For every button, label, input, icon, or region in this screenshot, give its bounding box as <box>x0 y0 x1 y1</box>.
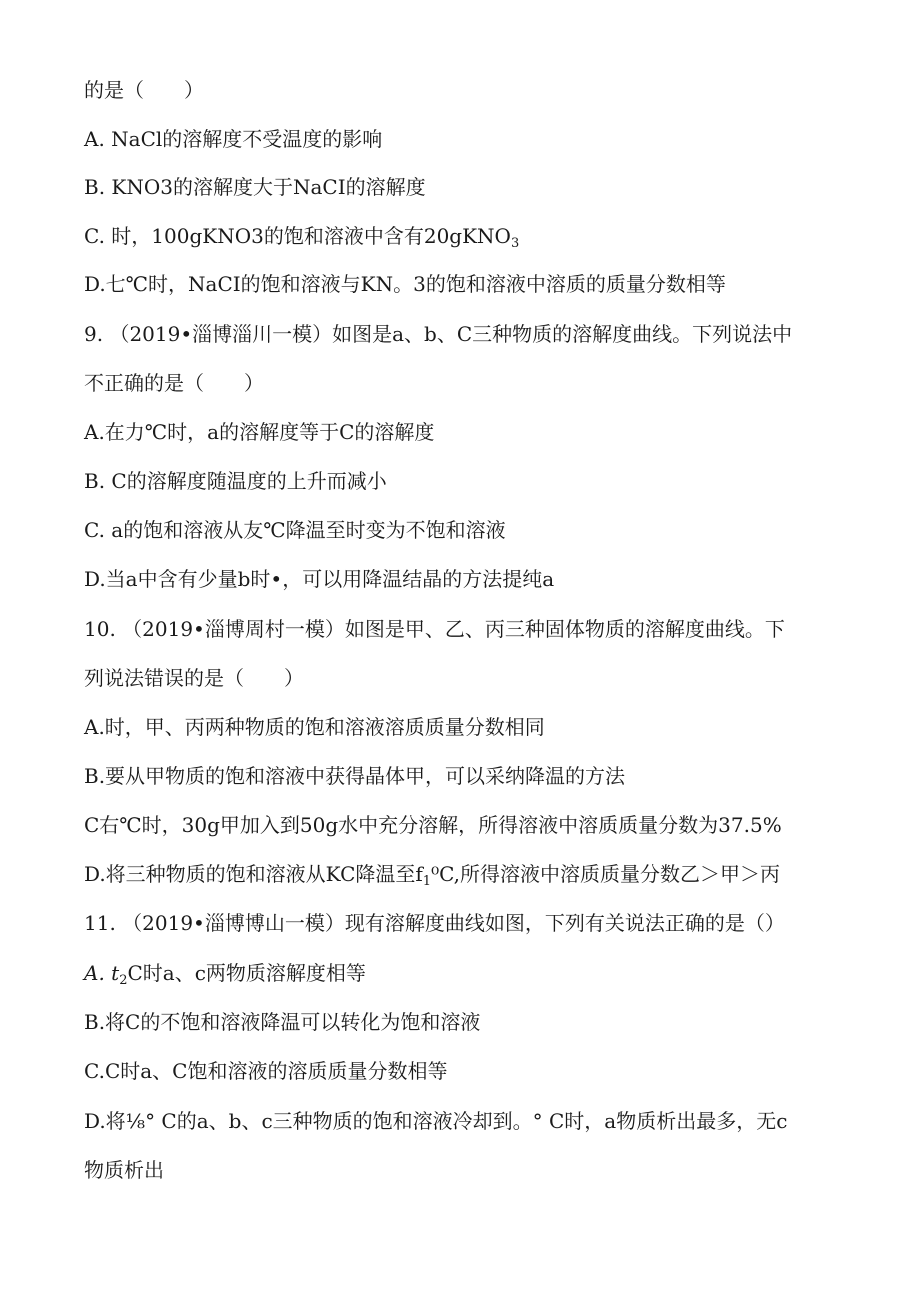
question-10-option-c: C右℃时，30g甲加入到50g水中充分溶解，所得溶液中溶质质量分数为37.5% <box>84 813 782 837</box>
question-11-option-d: D.将⅛° C的a、b、c三种物质的饱和溶液冷却到。° C时，a物质析出最多，无c <box>84 1109 788 1133</box>
question-8-option-c <box>84 222 519 258</box>
question-11-stem: 11. （2019•淄博博山一模）现有溶解度曲线如图，下列有关说法正确的是（） <box>84 911 785 935</box>
option-c-text: C. 时，100gKNO3的饱和溶液中含有20gKNO <box>84 224 511 248</box>
question-10-option-a: A.时，甲、丙两种物质的饱和溶液溶质质量分数相同 <box>84 715 545 739</box>
option-d-text-rest: ⁰C,所得溶液中溶质质量分数乙＞甲＞丙 <box>431 862 781 886</box>
question-9-option-d: D.当a中含有少量b时•，可以用降温结晶的方法提纯a <box>84 567 555 591</box>
question-9-option-c: C. a的饱和溶液从友℃降温至时变为不饱和溶液 <box>84 518 506 542</box>
option-a-text-rest: C时a、c两物质溶解度相等 <box>127 961 366 985</box>
question-8-stem-end: 的是（ ） <box>84 78 204 102</box>
question-8-option-b: B. KNO3的溶解度大于NaCI的溶解度 <box>84 175 426 199</box>
question-8-option-d: D.七℃时，NaCI的饱和溶液与KN。3的饱和溶液中溶质的质量分数相等 <box>84 272 726 296</box>
subscript: 1 <box>422 874 432 889</box>
question-9-stem: 9. （2019•淄博淄川一模）如图是a、b、C三种物质的溶解度曲线。下列说法中 <box>84 322 793 346</box>
question-10-stem: 10. （2019•淄博周村一模）如图是甲、乙、丙三种固体物质的溶解度曲线。下 <box>84 617 785 641</box>
question-9-stem-cont: 不正确的是（ ） <box>84 371 264 395</box>
question-11-option-b: B.将C的不饱和溶液降温可以转化为饱和溶液 <box>84 1010 481 1034</box>
question-9-option-a: A.在力℃时，a的溶解度等于C的溶解度 <box>84 420 435 444</box>
question-9-option-b: B. C的溶解度随温度的上升而减小 <box>84 469 387 493</box>
option-d-text: D.将三种物质的饱和溶液从KC降温至f <box>84 862 423 886</box>
question-10-option-b: B.要从甲物质的饱和溶液中获得晶体甲，可以采纳降温的方法 <box>84 764 626 788</box>
question-10-option-d <box>84 860 780 896</box>
question-10-stem-cont: 列说法错误的是（ ） <box>84 666 304 690</box>
question-11-option-a <box>84 959 366 995</box>
subscript: 2 <box>119 973 128 988</box>
question-11-option-c: C.C时a、C饱和溶液的溶质质量分数相等 <box>84 1059 448 1083</box>
subscript: 3 <box>510 236 520 251</box>
question-8-option-a: A. NaCl的溶解度不受温度的影响 <box>84 127 383 151</box>
option-a-text: A. t <box>84 961 120 985</box>
question-11-option-d-cont: 物质析出 <box>84 1158 164 1182</box>
